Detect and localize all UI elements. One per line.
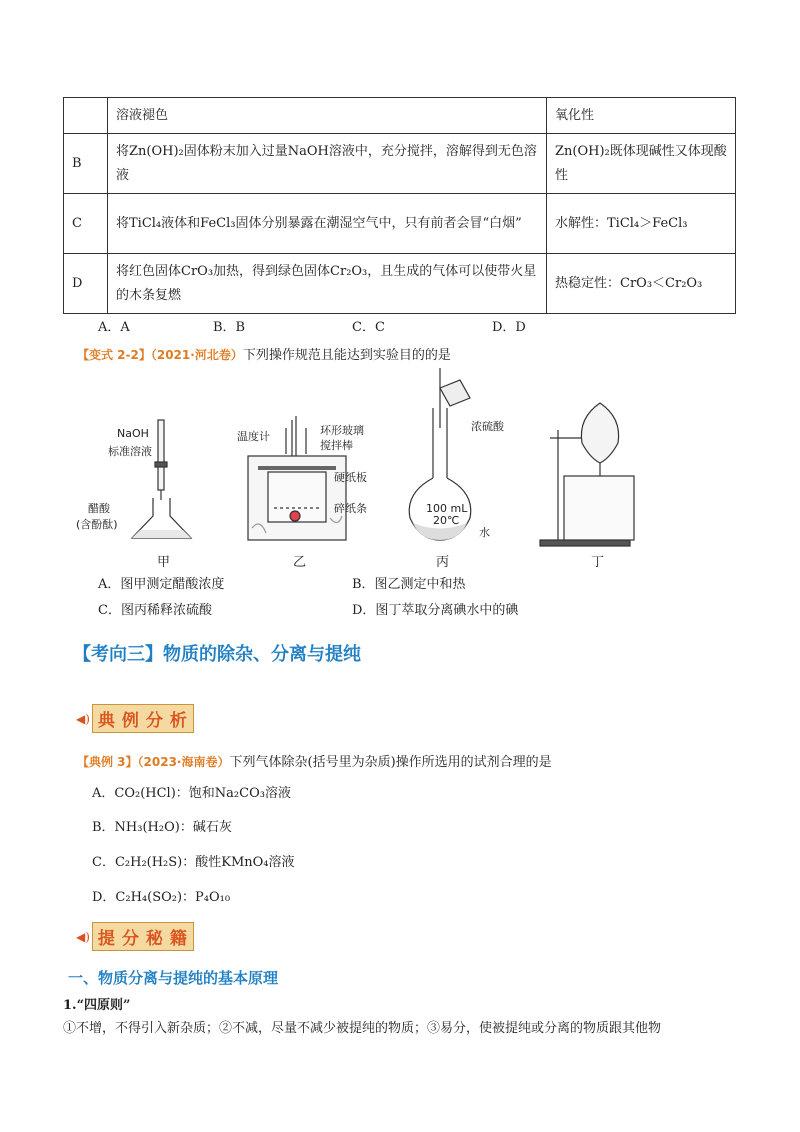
- variant-source: （2021·河北卷）: [150, 348, 243, 362]
- operation-cell: 将Zn(OH)₂固体粉末加入过量NaOH溶液中，充分搅拌，溶解得到无色溶液: [108, 134, 547, 194]
- section-title: 【考向三】物质的除杂、分离与提纯: [73, 644, 361, 665]
- label-thermometer: 温度计: [237, 430, 270, 443]
- caption-ding: 丁: [591, 555, 605, 570]
- speaker-icon: ◀): [76, 929, 90, 944]
- table-row: [64, 98, 736, 134]
- principles-text: ①不增，不得引入新杂质；②不减，尽量不减少被提纯的物质；③易分，使被提纯或分离的物质跟其他物: [63, 1021, 662, 1036]
- label-temperature: 20℃: [433, 514, 460, 527]
- table-row: [64, 254, 736, 314]
- banner-char: 例: [121, 711, 140, 731]
- operation-cell: 将TiCl₄液体和FeCl₃固体分别暴露在潮湿空气中，只有前者会冒“白烟”: [108, 194, 547, 254]
- option-b: B．图乙测定中和热: [352, 577, 466, 592]
- choice-c: C．C: [352, 320, 385, 335]
- label-conc-sulfuric: 浓硫酸: [471, 420, 504, 433]
- banner-char: 分: [121, 929, 140, 949]
- label-stirrer-1: 环形玻璃: [320, 424, 364, 437]
- label-stirrer-2: 搅拌棒: [320, 439, 353, 452]
- banner-char: 典: [97, 711, 116, 731]
- caption-bing: 丙: [436, 555, 450, 570]
- example-banner: [76, 704, 194, 733]
- row-label: [64, 98, 108, 134]
- option-a: A．图甲测定醋酸浓度: [98, 577, 225, 592]
- variant-tag: 【变式 2-2】: [77, 348, 151, 362]
- banner-char: 秘: [145, 929, 164, 949]
- banner-char: 籍: [169, 929, 188, 949]
- choice-a: A．A: [98, 320, 130, 335]
- conclusion-cell: 氧化性: [547, 98, 736, 134]
- banner-char: 分: [145, 711, 164, 731]
- example-question: [77, 751, 552, 770]
- heading-four-principles: 1.“四原则”: [63, 998, 131, 1013]
- label-paper-strips: 碎纸条: [334, 502, 367, 515]
- conclusion-cell: 水解性：TiCl₄＞FeCl₃: [547, 194, 736, 254]
- separatory-funnel-stand: [540, 403, 634, 546]
- row-label: C: [64, 194, 108, 254]
- row-label: D: [64, 254, 108, 314]
- banner-char: 提: [97, 929, 116, 949]
- banner-char: 析: [169, 711, 188, 731]
- table-row: [64, 134, 736, 194]
- example-tag: 【典例 3】: [77, 755, 138, 769]
- label-naoh: NaOH: [117, 427, 149, 440]
- label-indicator: (含酚酞): [76, 518, 118, 531]
- label-water: 水: [479, 526, 490, 539]
- example-option-c: C．C₂H₂(H₂S)：酸性KMnO₄溶液: [92, 855, 295, 870]
- operation-cell: 溶液褪色: [108, 98, 547, 134]
- caption-jia: 甲: [157, 555, 171, 570]
- example-option-d: D．C₂H₄(SO₂)：P₄O₁₀: [92, 890, 231, 905]
- label-cardboard: 硬纸板: [334, 471, 367, 484]
- row-label: B: [64, 134, 108, 194]
- speaker-icon: ◀): [76, 711, 90, 726]
- choice-d: D．D: [492, 320, 526, 335]
- option-d: D．图丁萃取分离碘水中的碘: [352, 603, 519, 618]
- table-row: [64, 194, 736, 254]
- heading-principles: 一、物质分离与提纯的基本原理: [68, 969, 279, 987]
- tips-banner: [76, 922, 194, 951]
- example-text: 下列气体除杂(括号里为杂质)操作所选用的试剂合理的是: [229, 755, 552, 770]
- label-standard-solution: 标准溶液: [108, 445, 152, 458]
- example-option-a: A．CO₂(HCl)：饱和Na₂CO₃溶液: [92, 786, 291, 801]
- variant-text: 下列操作规范且能达到实验目的的是: [242, 348, 451, 363]
- question-table: [63, 97, 736, 314]
- caption-yi: 乙: [293, 555, 307, 570]
- conclusion-cell: Zn(OH)₂既体现碱性又体现酸性: [547, 134, 736, 194]
- operation-cell: 将红色固体CrO₃加热，得到绿色固体Cr₂O₃，且生成的气体可以使带火星的木条复燃: [108, 254, 547, 314]
- label-volume: 100 mL: [426, 502, 468, 515]
- banner-box: [92, 922, 194, 951]
- variant-question: [77, 344, 451, 363]
- example-option-b: B．NH₃(H₂O)：碱石灰: [92, 820, 232, 835]
- banner-box: [92, 704, 194, 733]
- conclusion-cell: 热稳定性：CrO₃＜Cr₂O₃: [547, 254, 736, 314]
- label-acetic-acid: 醋酸: [88, 502, 110, 515]
- choice-b: B．B: [213, 320, 246, 335]
- example-source: （2023·海南卷）: [137, 755, 230, 769]
- option-c: C．图丙稀释浓硫酸: [98, 603, 212, 618]
